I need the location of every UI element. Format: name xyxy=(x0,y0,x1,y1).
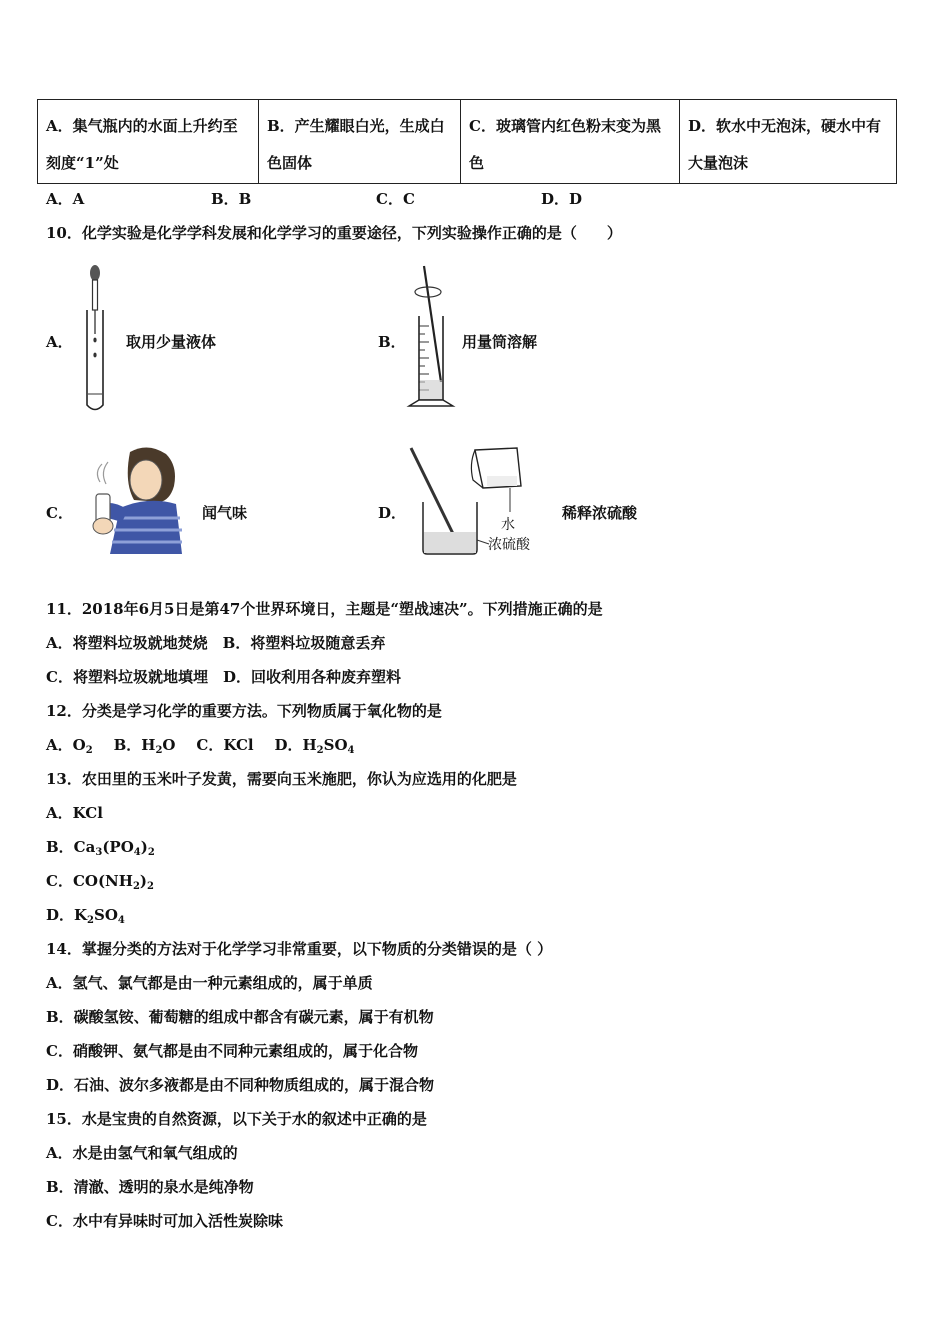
q13-b-s1: 3 xyxy=(95,847,103,858)
q10-option-b-letter: B． xyxy=(378,333,406,351)
q10-stem: 10．化学实验是化学学科发展和化学学习的重要途径，下列实验操作正确的是（ ） xyxy=(46,224,622,242)
q13-b-post: ) xyxy=(140,838,148,856)
q9-choice-b: B．B xyxy=(211,190,252,208)
q14-option-c: C．硝酸钾、氨气都是由不同种元素组成的，属于化合物 xyxy=(46,1042,418,1060)
q12-opt-d-sub2: 4 xyxy=(347,745,355,756)
q13-d-mid: SO xyxy=(94,906,118,924)
q12-opt-b: B．H xyxy=(113,736,156,754)
q12-opt-d: D．H xyxy=(274,736,317,754)
q13-option-d xyxy=(46,904,125,926)
q10-option-d-letter: D． xyxy=(378,504,407,522)
q9-choice-c: C．C xyxy=(376,190,415,208)
q13-b-pre: B．Ca xyxy=(46,838,96,856)
q13-b-mid: (PO xyxy=(102,838,134,856)
q12-opt-a-sub: 2 xyxy=(85,745,93,756)
q9-choice-d: D．D xyxy=(541,190,583,208)
q15-option-c: C．水中有异味时可加入活性炭除味 xyxy=(46,1212,283,1230)
q11-options-line1: A．将塑料垃圾就地焚烧 B．将塑料垃圾随意丢弃 xyxy=(46,634,386,652)
q12-opt-d-sub1: 2 xyxy=(316,745,324,756)
q9-choice-a: A．A xyxy=(46,190,85,208)
q13-b-s2: 4 xyxy=(133,847,141,858)
water-label: 水 xyxy=(501,517,515,533)
q13-c-s1: 2 xyxy=(132,881,140,892)
q13-c-pre: C．CO(NH xyxy=(46,872,133,890)
q9-cell-a: A．集气瓶内的水面上升约至刻度“1”处 xyxy=(38,100,259,184)
q9-cell-b: B．产生耀眼白光，生成白色固体 xyxy=(259,100,461,184)
q12-stem: 12．分类是学习化学的重要方法。下列物质属于氧化物的是 xyxy=(46,702,442,720)
q10-option-d-caption: 稀释浓硫酸 xyxy=(562,504,638,522)
q12-opt-c: C．KCl xyxy=(196,736,254,754)
q13-option-c xyxy=(46,870,154,892)
q15-option-a: A．水是由氢气和氧气组成的 xyxy=(46,1144,238,1162)
q13-d-pre: D．K xyxy=(46,906,88,924)
q12-opt-a: A．O xyxy=(46,736,86,754)
q10-option-a-letter: A． xyxy=(46,333,73,351)
q13-option-b xyxy=(46,836,155,858)
q12-options xyxy=(46,734,355,756)
q10-option-b-caption: 用量筒溶解 xyxy=(462,333,538,351)
q9-cell-c: C．玻璃管内红色粉末变为黑色 xyxy=(461,100,680,184)
q11-stem: 11．2018年6月5日是第47个世界环境日，主题是“塑战速决”。下列措施正确的是 xyxy=(46,600,603,618)
q9-options-table xyxy=(37,99,897,184)
q14-option-a: A．氢气、氯气都是由一种元素组成的，属于单质 xyxy=(46,974,373,992)
q14-stem: 14．掌握分类的方法对于化学学习非常重要，以下物质的分类错误的是（ ） xyxy=(46,940,553,958)
q10-option-a-caption: 取用少量液体 xyxy=(126,333,217,351)
q13-b-s3: 2 xyxy=(147,847,155,858)
q13-stem: 13．农田里的玉米叶子发黄，需要向玉米施肥，你认为应选用的化肥是 xyxy=(46,770,517,788)
q12-opt-b-sub: 2 xyxy=(155,745,163,756)
dropper-testtube-figure xyxy=(80,262,110,414)
q13-d-s1: 2 xyxy=(87,915,95,926)
q15-option-b: B．清澈、透明的泉水是纯净物 xyxy=(46,1178,254,1196)
q14-option-b: B．碳酸氢铵、葡萄糖的组成中都含有碳元素，属于有机物 xyxy=(46,1008,434,1026)
q14-option-d: D．石油、波尔多液都是由不同种物质组成的，属于混合物 xyxy=(46,1076,435,1094)
smelling-person-figure xyxy=(70,442,186,554)
q13-c-s2: 2 xyxy=(147,881,154,892)
q13-option-a: A．KCl xyxy=(46,804,103,822)
q13-c-post: ) xyxy=(139,872,148,890)
graduated-cylinder-figure xyxy=(403,262,459,410)
q9-cell-d: D．软水中无泡沫，硬水中有大量泡沫 xyxy=(680,100,897,184)
q12-opt-b-post: O xyxy=(162,736,176,754)
q10-option-c-letter: C． xyxy=(46,504,73,522)
acid-label: 浓硫酸 xyxy=(488,537,530,553)
q11-options-line2: C．将塑料垃圾就地填埋 D．回收利用各种废弃塑料 xyxy=(46,668,401,686)
q13-d-s2: 4 xyxy=(117,915,125,926)
q12-opt-d-mid: SO xyxy=(323,736,348,754)
q10-option-c-caption: 闻气味 xyxy=(202,504,248,522)
q15-stem: 15．水是宝贵的自然资源，以下关于水的叙述中正确的是 xyxy=(46,1110,427,1128)
